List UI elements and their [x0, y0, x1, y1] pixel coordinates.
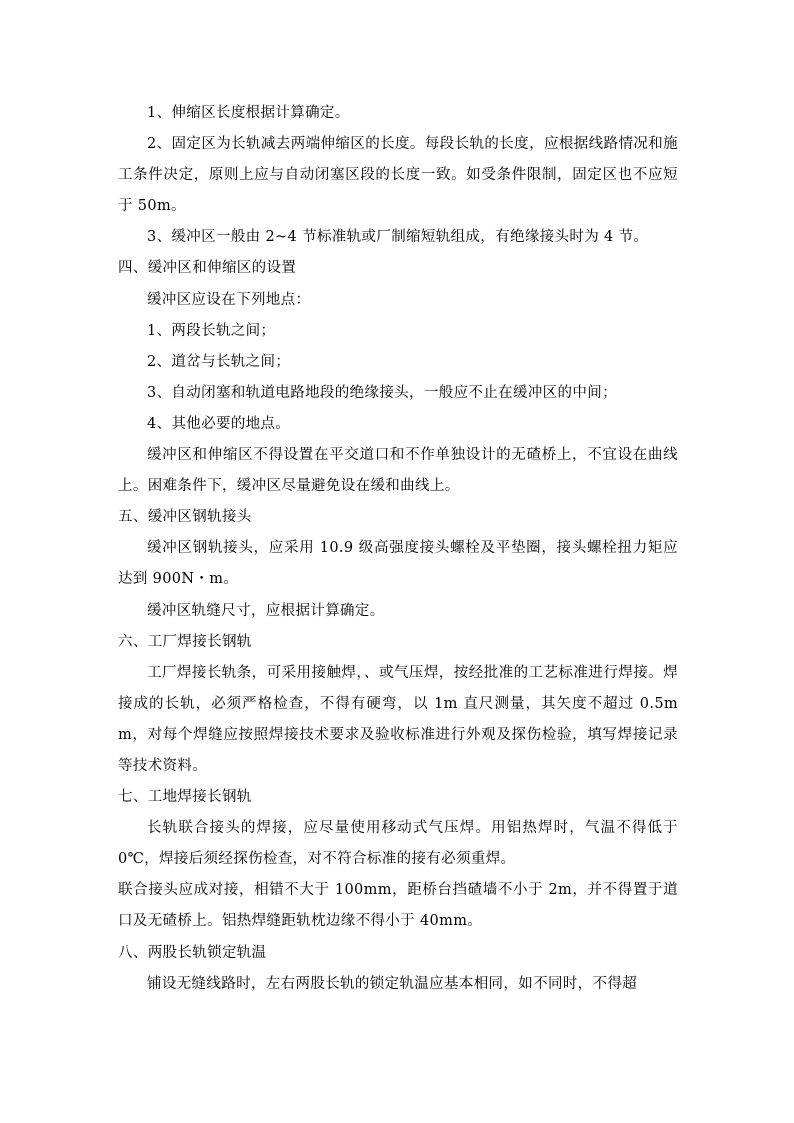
- paragraph-joint-placement: 联合接头应成对接，相错不大于 100mm，距桥台挡碴墙不小于 2m，并不得置于道口及无碴桥上。铝热焊缝距轨枕边缘不得小于 40mm。: [118, 882, 678, 930]
- paragraph-site-welding: 长轨联合接头的焊接，应尽量使用移动式气压焊。用铝热焊时，气温不得低于 0℃，焊接后须经探伤检查，对不符合标准的接有必须重焊。: [118, 820, 678, 868]
- paragraph-buffer-locations-intro: 缓冲区应设在下列地点：: [147, 291, 311, 308]
- document-body: [118, 98, 678, 1000]
- list-item: 1、两段长轨之间；: [147, 322, 276, 339]
- paragraph-buffer-zone-composition: 3、缓冲区一般由 2~4 节标准轨或厂制缩短轨组成，有绝缘接头时为 4 节。: [147, 229, 649, 246]
- paragraph-expansion-zone-length: 1、伸缩区长度根据计算确定。: [147, 105, 350, 121]
- paragraph-fixed-zone-length: 2、固定区为长轨减去两端伸缩区的长度。每段长轨的长度，应根据线路情况和施工条件决定，原则上应与自动闭塞区段的长度一致。如受条件限制，固定区也不应短于 50m。: [118, 136, 678, 215]
- list-item: 3、自动闭塞和轨道电路地段的绝缘接头，一般应不止在缓冲区的中间；: [147, 384, 617, 401]
- paragraph-factory-welding: 工厂焊接长轨条，可采用接触焊，、或气压焊，按经批准的工艺标准进行焊接。焊接成的长轨，必须严格检查，不得有硬弯，以 1m 直尺测量，其矢度不超过 0.5mm，对每个焊缝应按照焊接技术要求及验收标准进行外观及探伤检验，填写焊接记录等技术资料。: [118, 664, 678, 774]
- list-item: 4、其他必要的地点。: [147, 415, 291, 432]
- paragraph-rail-gap: 缓冲区轨缝尺寸，应根据计算确定。: [147, 602, 385, 619]
- section-heading-4: 四、缓冲区和伸缩区的设置: [118, 260, 297, 277]
- section-heading-7: 七、工地焊接长钢轨: [118, 789, 252, 806]
- paragraph-buffer-restrictions: 缓冲区和伸缩区不得设置在平交道口和不作单独设计的无碴桥上，不宜设在曲线上。困难条件下，缓冲区尽量避免设在缓和曲线上。: [118, 447, 678, 495]
- list-item: 2、道岔与长轨之间；: [147, 353, 291, 370]
- paragraph-rail-joint-bolts: 缓冲区钢轨接头，应采用 10.9 级高强度接头螺栓及平垫圈，接头螺栓扭力矩应达到 900N・m。: [118, 540, 678, 588]
- section-heading-8: 八、两股长轨锁定轨温: [118, 944, 267, 961]
- section-heading-6: 六、工厂焊接长钢轨: [118, 633, 252, 650]
- paragraph-locking-temperature: 铺设无缝线路时，左右两股长轨的锁定轨温应基本相同，如不同时，不得超: [147, 975, 638, 992]
- section-heading-5: 五、缓冲区钢轨接头: [118, 509, 252, 526]
